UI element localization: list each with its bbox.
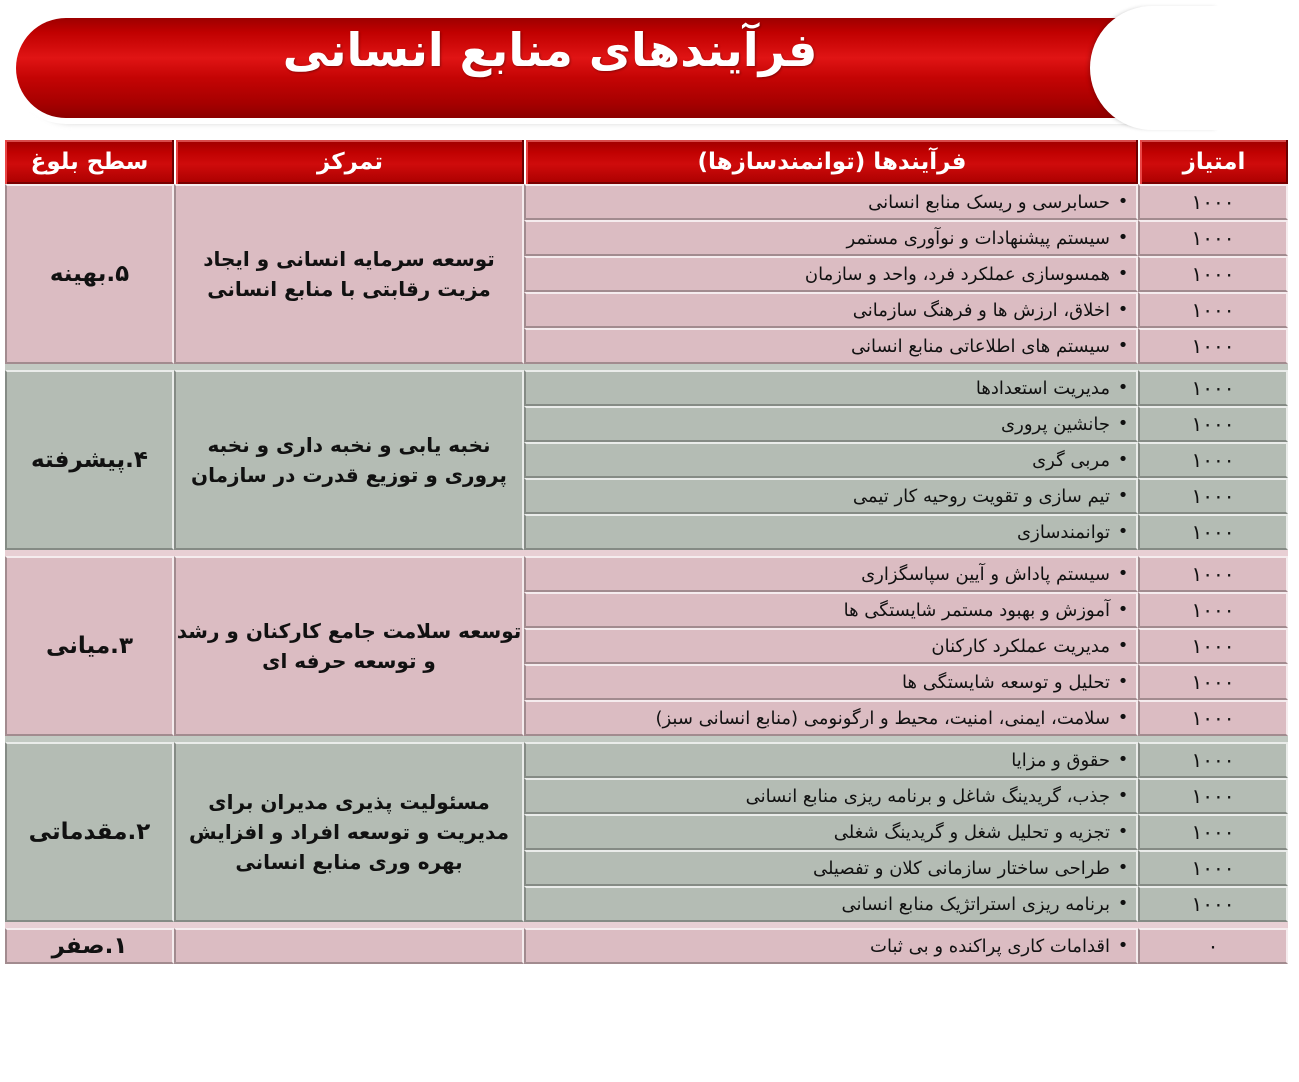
process-label: تحلیل و توسعه شایستگی ها xyxy=(902,671,1110,693)
cell-score: ۱۰۰۰ xyxy=(1138,700,1288,736)
cell-score: ۱۰۰۰ xyxy=(1138,220,1288,256)
cell-score: ۱۰۰۰ xyxy=(1138,370,1288,406)
banner-notch-inner xyxy=(1098,14,1228,122)
cell-process xyxy=(524,664,1138,700)
table-row xyxy=(5,742,1288,778)
bullet-icon: • xyxy=(1117,599,1129,620)
bullet-icon: • xyxy=(1117,299,1129,320)
cell-process xyxy=(524,442,1138,478)
process-label: توانمندسازی xyxy=(1017,521,1110,543)
cell-process xyxy=(524,886,1138,922)
process-label: اخلاق، ارزش ها و فرهنگ سازمانی xyxy=(852,299,1110,321)
bullet-icon: • xyxy=(1117,335,1129,356)
process-label: سیستم پیشنهادات و نوآوری مستمر xyxy=(846,227,1110,249)
cell-maturity-level: ۴.پیشرفته xyxy=(5,370,174,550)
process-label: سیستم های اطلاعاتی منابع انسانی xyxy=(851,335,1110,357)
cell-score: ۱۰۰۰ xyxy=(1138,442,1288,478)
cell-score: ۱۰۰۰ xyxy=(1138,664,1288,700)
column-header-score: امتیاز xyxy=(1138,140,1288,184)
process-label: جذب، گریدینگ شاغل و برنامه ریزی منابع انسانی xyxy=(745,785,1110,807)
cell-process xyxy=(524,814,1138,850)
cell-process xyxy=(524,184,1138,220)
cell-score: ۱۰۰۰ xyxy=(1138,256,1288,292)
cell-score: ۱۰۰۰ xyxy=(1138,292,1288,328)
bullet-icon: • xyxy=(1117,413,1129,434)
cell-process xyxy=(524,370,1138,406)
cell-score: ۰ xyxy=(1138,928,1288,964)
cell-process xyxy=(524,478,1138,514)
bullet-icon: • xyxy=(1117,857,1129,878)
header-row xyxy=(5,140,1288,184)
table-row xyxy=(5,184,1288,220)
bullet-icon: • xyxy=(1117,191,1129,212)
bullet-icon: • xyxy=(1117,635,1129,656)
process-label: حقوق و مزایا xyxy=(1011,749,1110,771)
cell-process xyxy=(524,928,1138,964)
cell-focus: توسعه سرمایه انسانی و ایجاد مزیت رقابتی با منابع انسانی xyxy=(174,184,524,364)
page-title: فرآیندهای منابع انسانی xyxy=(282,23,818,77)
bullet-icon: • xyxy=(1117,821,1129,842)
table-row xyxy=(5,928,1288,964)
bullet-icon: • xyxy=(1117,227,1129,248)
process-label: تجزیه و تحلیل شغل و گریدینگ شغلی xyxy=(833,821,1110,843)
cell-score: ۱۰۰۰ xyxy=(1138,556,1288,592)
cell-process xyxy=(524,742,1138,778)
cell-maturity-level: ۱.صفر xyxy=(5,928,174,964)
bullet-icon: • xyxy=(1117,485,1129,506)
bullet-icon: • xyxy=(1117,563,1129,584)
cell-process xyxy=(524,628,1138,664)
process-label: جانشین پروری xyxy=(1001,413,1110,435)
hr-maturity-table xyxy=(5,140,1288,964)
cell-score: ۱۰۰۰ xyxy=(1138,514,1288,550)
cell-process xyxy=(524,292,1138,328)
process-label: تیم سازی و تقویت روحیه کار تیمی xyxy=(852,485,1110,507)
process-label: اقدامات کاری پراکنده و بی ثبات xyxy=(870,935,1110,957)
cell-score: ۱۰۰۰ xyxy=(1138,628,1288,664)
bullet-icon: • xyxy=(1117,671,1129,692)
cell-process xyxy=(524,406,1138,442)
cell-process xyxy=(524,700,1138,736)
cell-focus xyxy=(174,928,524,964)
cell-process xyxy=(524,778,1138,814)
cell-process xyxy=(524,328,1138,364)
maturity-matrix-container xyxy=(0,140,1299,964)
process-label: سلامت، ایمنی، امنیت، محیط و ارگونومی (منابع انسانی سبز) xyxy=(655,707,1110,729)
cell-process xyxy=(524,556,1138,592)
cell-score: ۱۰۰۰ xyxy=(1138,328,1288,364)
process-label: همسوسازی عملکرد فرد، واحد و سازمان xyxy=(804,263,1110,285)
bullet-icon: • xyxy=(1117,377,1129,398)
cell-process xyxy=(524,220,1138,256)
column-header-focus: تمرکز xyxy=(174,140,524,184)
bullet-icon: • xyxy=(1117,749,1129,770)
process-label: آموزش و بهبود مستمر شایستگی ها xyxy=(843,599,1110,621)
bullet-icon: • xyxy=(1117,707,1129,728)
bullet-icon: • xyxy=(1117,935,1129,956)
cell-maturity-level: ۳.میانی xyxy=(5,556,174,736)
cell-score: ۱۰۰۰ xyxy=(1138,886,1288,922)
bullet-icon: • xyxy=(1117,521,1129,542)
cell-focus: مسئولیت پذیری مدیران برای مدیریت و توسعه افراد و افزایش بهره وری منابع انسانی xyxy=(174,742,524,922)
cell-score: ۱۰۰۰ xyxy=(1138,742,1288,778)
cell-focus: نخبه یابی و نخبه داری و نخبه پروری و توزیع قدرت در سازمان xyxy=(174,370,524,550)
process-label: برنامه ریزی استراتژیک منابع انسانی xyxy=(841,893,1110,915)
cell-maturity-level: ۲.مقدماتی xyxy=(5,742,174,922)
bullet-icon: • xyxy=(1117,785,1129,806)
cell-process xyxy=(524,850,1138,886)
cell-score: ۱۰۰۰ xyxy=(1138,778,1288,814)
cell-score: ۱۰۰۰ xyxy=(1138,478,1288,514)
table-row xyxy=(5,556,1288,592)
cell-focus: توسعه سلامت جامع کارکنان و رشد و توسعه حرفه ای xyxy=(174,556,524,736)
process-label: مدیریت استعدادها xyxy=(975,377,1110,399)
cell-process xyxy=(524,514,1138,550)
table-row xyxy=(5,370,1288,406)
cell-process xyxy=(524,256,1138,292)
process-label: مربی گری xyxy=(1032,449,1110,471)
table-body xyxy=(5,184,1288,964)
bullet-icon: • xyxy=(1117,449,1129,470)
cell-score: ۱۰۰۰ xyxy=(1138,850,1288,886)
process-label: سیستم پاداش و آیین سپاسگزاری xyxy=(861,563,1110,585)
cell-maturity-level: ۵.بهینه xyxy=(5,184,174,364)
process-label: طراحی ساختار سازمانی کلان و تفصیلی xyxy=(812,857,1110,879)
bullet-icon: • xyxy=(1117,893,1129,914)
process-label: مدیریت عملکرد کارکنان xyxy=(931,635,1110,657)
cell-score: ۱۰۰۰ xyxy=(1138,592,1288,628)
process-label: حسابرسی و ریسک منابع انسانی xyxy=(868,191,1110,213)
bullet-icon: • xyxy=(1117,263,1129,284)
table-header xyxy=(5,140,1288,184)
page-banner xyxy=(0,0,1299,140)
cell-score: ۱۰۰۰ xyxy=(1138,406,1288,442)
cell-process xyxy=(524,592,1138,628)
cell-score: ۱۰۰۰ xyxy=(1138,814,1288,850)
column-header-maturity-level: سطح بلوغ xyxy=(5,140,174,184)
column-header-processes: فرآیندها (توانمندسازها) xyxy=(524,140,1138,184)
cell-score: ۱۰۰۰ xyxy=(1138,184,1288,220)
